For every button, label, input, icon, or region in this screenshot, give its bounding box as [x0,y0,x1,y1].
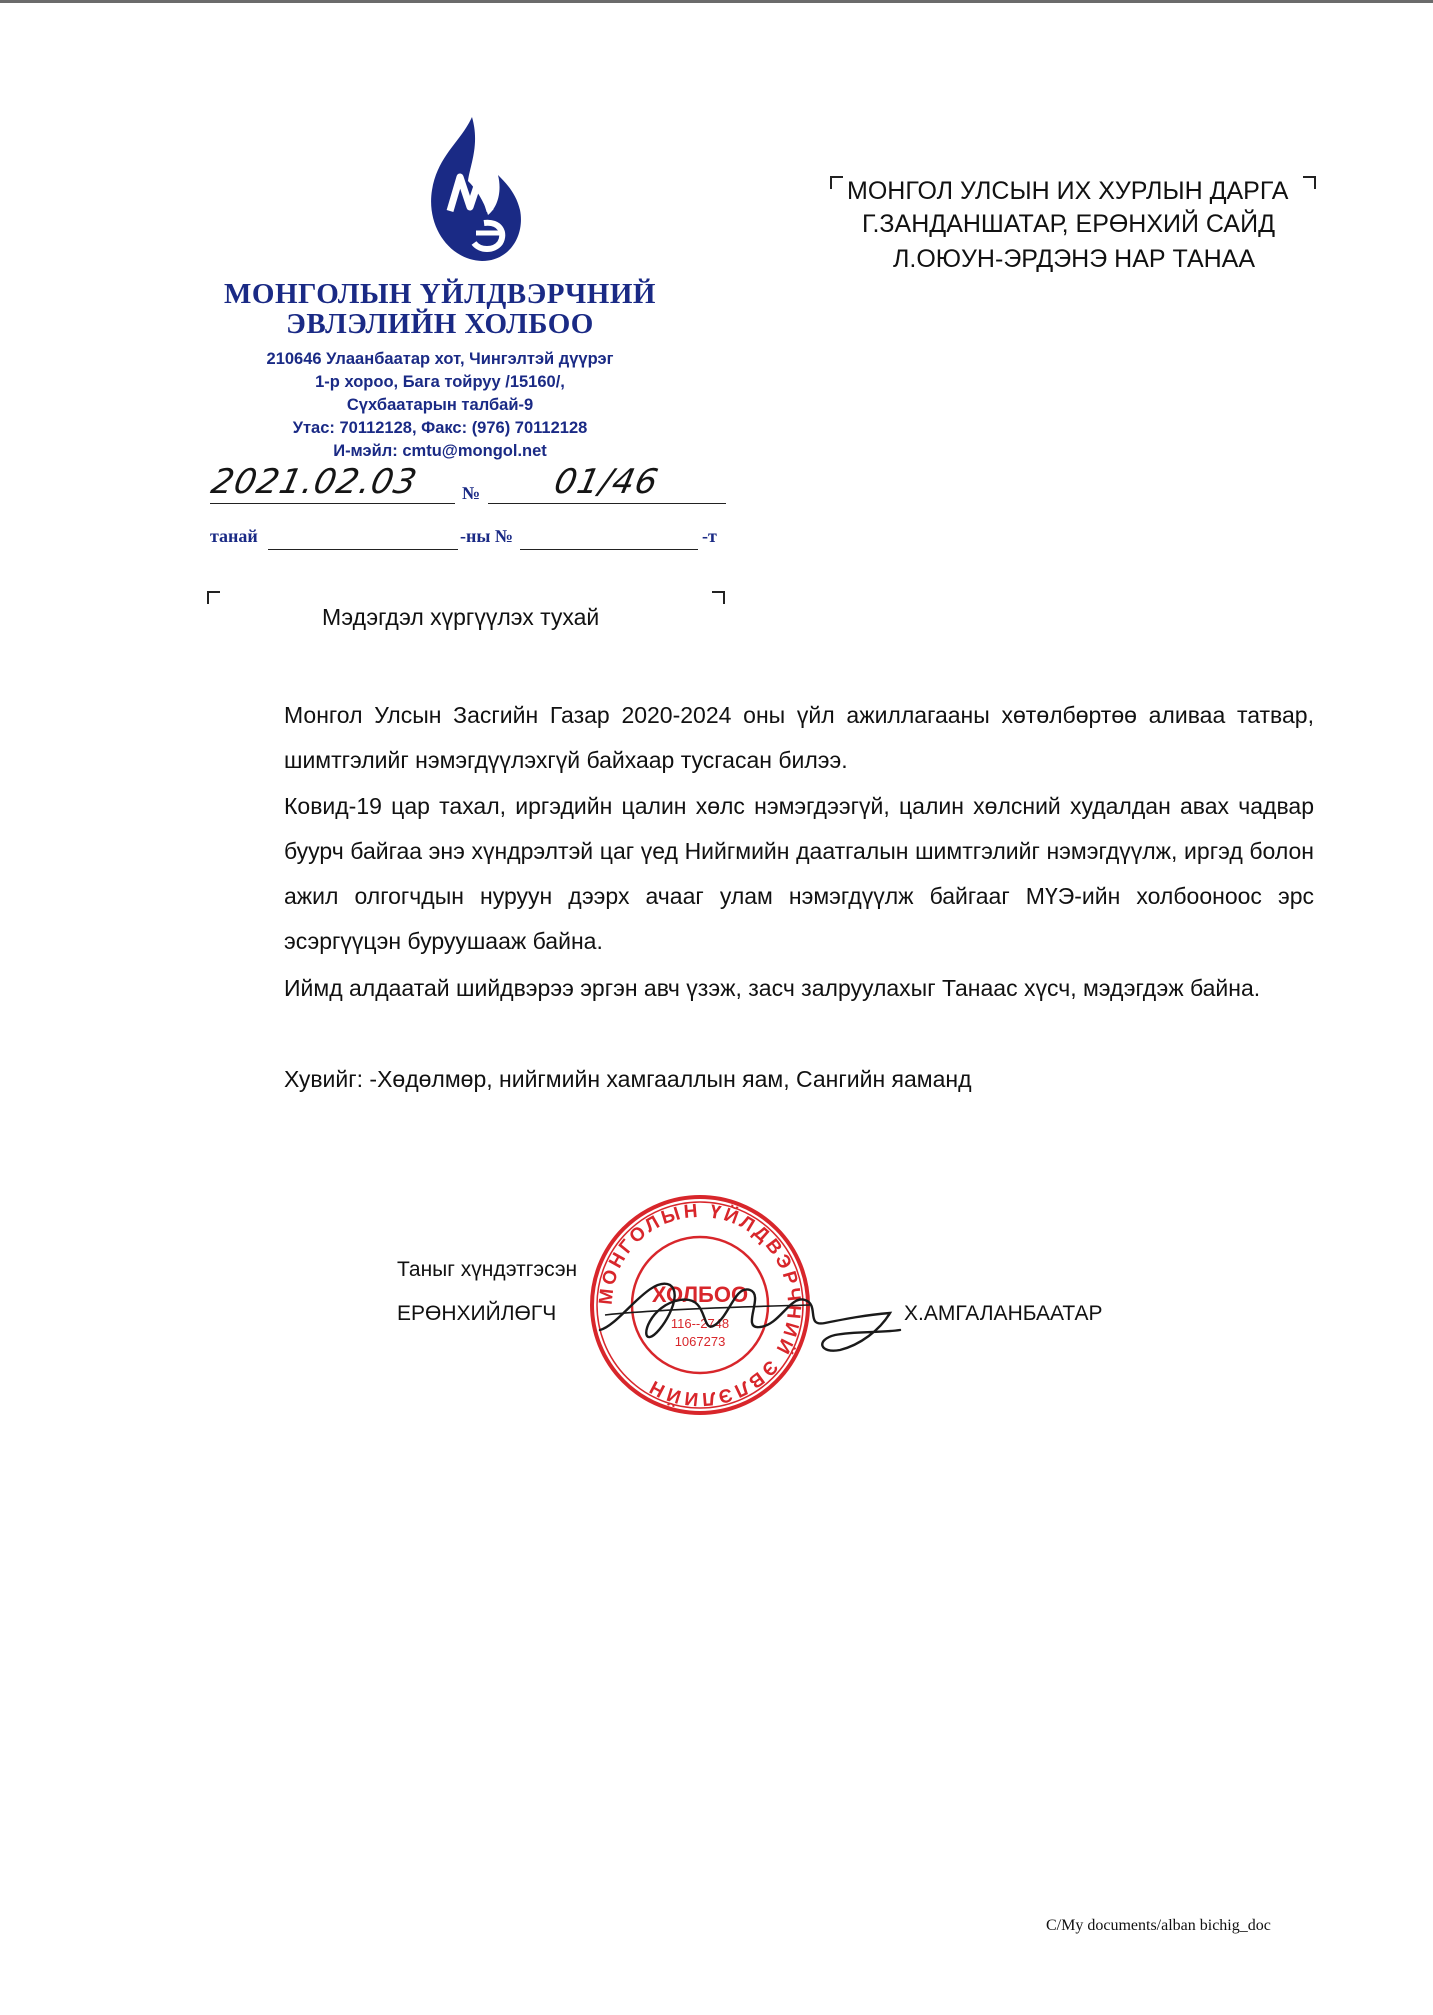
address-line: Сүхбаатарын талбай-9 [346,396,534,414]
addressee-corner-left [830,176,843,189]
body-paragraph [284,966,1314,1011]
letter-subject: Мэдэгдэл хүргүүлэх тухай [322,604,600,630]
body-paragraph [284,693,1314,783]
your-ref-label: танай [210,526,258,546]
date-underline [210,503,455,504]
handwritten-signature-icon [590,1255,910,1365]
addressee-line: Л.ОЮУН-ЭРДЭНЭ НАР ТАНАА [893,245,1256,273]
body-paragraph [284,784,1314,964]
org-name-line1: МОНГОЛЫН ҮЙЛДВЭРЧНИЙ [224,278,656,310]
stamp-center-text: ХОЛБОО [651,1282,749,1307]
number-label: № [462,483,481,503]
union-logo-icon [410,115,525,265]
file-path-footer: C/My documents/alban bichig_doc [1046,1917,1271,1934]
closing-text: Таныг хүндэтгэсэн [397,1258,578,1281]
signer-name: Х.АМГАЛАНБААТАР [904,1302,1103,1325]
signer-title: ЕРӨНХИЙЛӨГЧ [397,1302,557,1325]
addressee-line: МОНГОЛ УЛСЫН ИХ ХУРЛЫН ДАРГА [847,177,1289,205]
addressee-line: Г.ЗАНДАНШАТАР, ЕРӨНХИЙ САЙД [862,210,1276,238]
your-number-underline [520,549,698,550]
to-label: -т [702,526,717,546]
scan-edge-line [0,0,1433,3]
paragraph-3-text: Иймд алдаатай шийдвэрээ эргэн авч үзэж, засч залруулахыг Танаас хүсч, мэдэгдэж байна. [284,975,1261,1001]
address-line: 1-р хороо, Бага тойруу /15160/, [315,373,565,391]
address-line: 210646 Улаанбаатар хот, Чингэлтэй дүүрэг [266,350,614,368]
subject-corner-left [207,591,220,604]
email-line: И-мэйл: cmtu@mongol.net [333,442,547,460]
subject-corner-right [712,591,725,604]
org-name-line2: ЭВЛЭЛИЙН ХОЛБОО [286,308,594,340]
stamp-number-2: 1067273 [674,1334,726,1349]
handwritten-number: 01/46 [550,462,663,502]
paragraph-2-text: Ковид-19 цар тахал, иргэдийн цалин хөлс нэмэгдээгүй, цалин хөлсний худалдан авах чадвар буурч байгаа энэ хүндрэлтэй цаг үед Нийгмийн даатгалын шимтгэлийг нэмэгдүүлж, иргэд болон ажил олгогчдын нуруун дээрх ачааг улам нэмэгдүүлж байгааг МҮЭ-ийн холбооноос эрс эсэргүүцэн буруушааж байна. [284,793,1314,954]
stamp-number-1: 116--2748 [670,1316,730,1331]
stamp-ring-text: МОНГОЛЫН ҮЙЛДВЭРЧНИЙ ЭВЛЭЛИЙН [595,1200,805,1410]
number-underline [488,503,726,504]
your-number-label: -ны № [460,526,514,546]
copy-to-line [284,1057,1314,1102]
your-ref-underline [268,549,458,550]
copy-to-text: Хувийг: -Хөдөлмөр, нийгмийн хамгааллын яам, Сангийн яаманд [284,1066,972,1092]
handwritten-date: 2021.02.03 [207,462,421,502]
phone-fax-line: Утас: 70112128, Факс: (976) 70112128 [292,419,588,437]
paragraph-1-text: Монгол Улсын Засгийн Газар 2020-2024 оны үйл ажиллагааны хөтөлбөртөө аливаа татвар, шимтгэлийг нэмэгдүүлэхгүй байхаар тусгасан билээ. [284,702,1314,773]
